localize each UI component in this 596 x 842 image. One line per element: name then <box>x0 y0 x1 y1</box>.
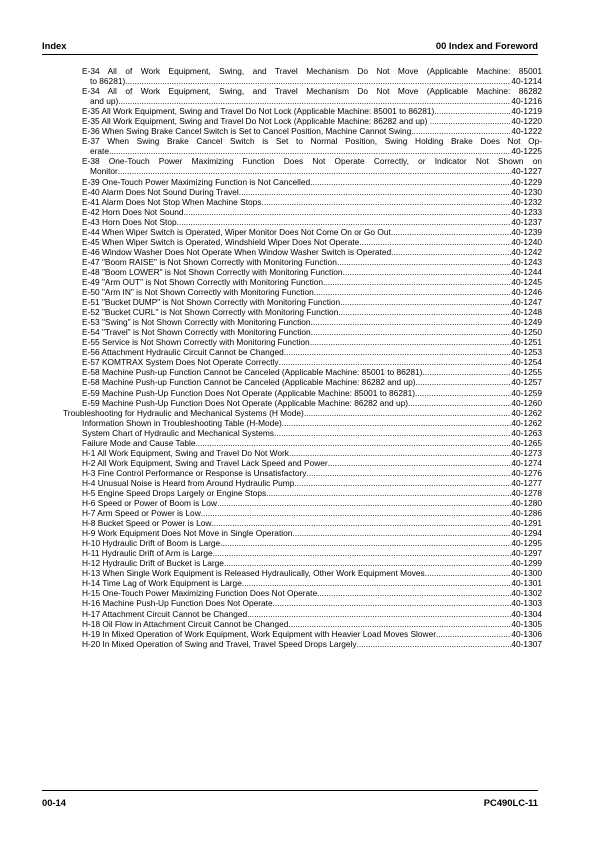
toc-entry-title: Monitor <box>90 166 118 177</box>
toc-entry-title: E-48 "Boom LOWER" is Not Shown Correctly with Monitoring Function <box>82 266 343 277</box>
dot-leader <box>416 377 512 387</box>
dot-leader <box>279 357 512 367</box>
toc-entry-line <box>82 307 542 317</box>
toc-entry-page-number: 40-1216 <box>511 96 542 107</box>
toc-entry[interactable] <box>63 428 542 438</box>
toc-entry-page-number: 40-1301 <box>511 578 542 589</box>
toc-entry-page-number: 40-1243 <box>511 256 542 267</box>
toc-entry-page-number: 40-1248 <box>511 307 542 318</box>
toc-entry[interactable] <box>63 619 542 629</box>
dot-leader <box>242 578 512 588</box>
toc-entry[interactable] <box>63 277 542 287</box>
toc-entry-title: H-16 Machine Push-Up Function Does Not Operate <box>82 598 273 609</box>
toc-entry[interactable] <box>63 126 542 136</box>
toc-entry-title: E-49 "Arm OUT" is Not Shown Correctly with Monitoring Function <box>82 276 324 287</box>
toc-entry-page-number: 40-1265 <box>511 437 542 448</box>
toc-entry-line <box>82 458 542 468</box>
toc-entry-line <box>82 518 542 528</box>
toc-entry-line <box>82 237 542 247</box>
dot-leader <box>304 408 512 418</box>
toc-entry-line <box>82 588 542 598</box>
toc-entry[interactable] <box>63 156 542 176</box>
toc-entry-page-number: 40-1273 <box>511 447 542 458</box>
dot-leader <box>118 96 511 106</box>
toc-entry-line <box>82 287 542 297</box>
toc-entry-line <box>82 277 542 287</box>
dot-leader <box>306 468 511 478</box>
toc-entry[interactable] <box>63 518 542 528</box>
toc-entry-line <box>82 629 542 639</box>
toc-entry[interactable] <box>63 317 542 327</box>
toc-entry-page-number: 40-1239 <box>511 226 542 237</box>
toc-entry-page-number: 40-1257 <box>511 377 542 388</box>
toc-entry-line <box>82 377 542 387</box>
toc-entry-title: E-36 When Swing Brake Cancel Switch is Set to Cancel Position, Machine Cannot Swing <box>82 126 412 137</box>
toc-entry-line <box>82 398 542 408</box>
dot-leader <box>292 528 511 538</box>
dot-leader <box>311 317 512 327</box>
toc-entry-line <box>82 418 542 428</box>
toc-entry[interactable] <box>63 217 542 227</box>
toc-entry[interactable] <box>63 247 542 257</box>
toc-entry-title: E-56 Attachment Hydraulic Circuit Cannot be Changed <box>82 347 284 358</box>
dot-leader <box>213 548 512 558</box>
toc-entry-line <box>82 76 542 86</box>
toc-entry-line <box>63 408 542 418</box>
toc-entry-line <box>82 357 542 367</box>
toc-entry-page-number: 40-1242 <box>511 246 542 257</box>
dot-leader <box>247 609 511 619</box>
dot-leader <box>359 237 511 247</box>
toc-entry[interactable] <box>63 207 542 217</box>
dot-leader <box>273 598 512 608</box>
toc-entry-page-number: 40-1306 <box>511 628 542 639</box>
toc-entry-page-number: 40-1274 <box>511 457 542 468</box>
toc-entry-page-number: 40-1260 <box>511 397 542 408</box>
toc-entry-page-number: 40-1294 <box>511 528 542 539</box>
toc-entry-line <box>82 558 542 568</box>
toc-entry-page-number: 40-1237 <box>511 216 542 227</box>
toc-entry-title: H-19 In Mixed Operation of Work Equipment, Work Equipment with Heavier Load Moves Slower <box>82 628 436 639</box>
footer-rule <box>42 790 538 791</box>
toc-entry[interactable] <box>63 267 542 277</box>
toc-entry-title: E-47 "Boom RAISE" is Not Shown Correctly with Monitoring Function <box>82 256 337 267</box>
toc-entry[interactable] <box>63 227 542 237</box>
toc-entry-line <box>82 578 542 588</box>
toc-entry-line <box>82 619 542 629</box>
dot-leader <box>294 478 511 488</box>
dot-leader <box>425 568 512 578</box>
dot-leader <box>338 307 511 317</box>
header-rule <box>42 54 538 55</box>
dot-leader <box>220 538 511 548</box>
toc-entry-line <box>82 367 542 377</box>
toc-entry-page-number: 40-1249 <box>511 317 542 328</box>
toc-entry-page-number: 40-1299 <box>511 558 542 569</box>
toc-entry-title: E-42 Horn Does Not Sound <box>82 206 184 217</box>
toc-entry-title: E-39 One-Touch Power Maximizing Function is Not Cancelled <box>82 176 311 187</box>
toc-entry[interactable] <box>63 347 542 357</box>
toc-entry-page-number: 40-1277 <box>511 477 542 488</box>
toc-entry-title: E-51 "Bucket DUMP" is Not Shown Correctly with Monitoring Function <box>82 297 341 308</box>
toc-entry-line <box>82 327 542 337</box>
toc-entry-line <box>82 428 542 438</box>
toc-entry-page-number: 40-1233 <box>511 206 542 217</box>
toc-entry-page-number: 40-1219 <box>511 106 542 117</box>
toc-entry-page-number: 40-1220 <box>511 116 542 127</box>
toc-entry[interactable] <box>63 66 542 86</box>
toc-entry-title: H-10 Hydraulic Drift of Boom is Large <box>82 538 221 549</box>
toc-entry-title: H-15 One-Touch Power Maximizing Function Does Not Operate <box>82 588 318 599</box>
toc-entry-title: E-53 "Swing" is Not Shown Correctly with Monitoring Function <box>82 317 311 328</box>
toc-entry-line <box>82 498 542 508</box>
toc-entry-page-number: 40-1240 <box>511 236 542 247</box>
toc-entry-line <box>82 639 542 649</box>
toc-entry[interactable] <box>63 377 542 387</box>
toc-entry-line <box>82 347 542 357</box>
toc-entry-title: System Chart of Hydraulic and Mechanical Systems <box>82 427 274 438</box>
toc-entry-title: H-12 Hydraulic Drift of Bucket is Large <box>82 558 224 569</box>
toc-entry[interactable] <box>63 187 542 197</box>
toc-entry[interactable] <box>63 548 542 558</box>
toc-entry-title: H-13 When Single Work Equipment is Released Hydraulically, Other Work Equipment Moves <box>82 568 425 579</box>
toc-entry[interactable] <box>63 629 542 639</box>
dot-leader <box>408 398 511 408</box>
toc-entry[interactable] <box>63 588 542 598</box>
toc-entry-line <box>82 297 542 307</box>
toc-entry-page-number: 40-1278 <box>511 487 542 498</box>
toc-entry[interactable] <box>63 568 542 578</box>
toc-entry[interactable] <box>63 398 542 408</box>
toc-entry-title: Troubleshooting for Hydraulic and Mechanical Systems (H Mode) <box>63 407 304 418</box>
toc-entry-title: H-4 Unusual Noise is Heard from Around Hydraulic Pump <box>82 477 295 488</box>
dot-leader <box>337 257 511 267</box>
toc-entry-line <box>82 317 542 327</box>
toc-entry[interactable] <box>63 468 542 478</box>
toc-entry-page-number: 40-1300 <box>511 568 542 579</box>
toc-entry[interactable] <box>63 448 542 458</box>
toc-entry[interactable] <box>63 237 542 247</box>
toc-entry[interactable] <box>63 388 542 398</box>
toc-entry-line <box>82 508 542 518</box>
toc-entry-title: E-43 Horn Does Not Stop <box>82 216 177 227</box>
toc-entry-title: E-45 When Wiper Switch is Operated, Windshield Wiper Does Not Operate <box>82 236 360 247</box>
page-header <box>42 37 538 51</box>
toc-entry-page-number: 40-1304 <box>511 608 542 619</box>
toc-entry-page-number: 40-1262 <box>511 407 542 418</box>
toc-entry-line <box>82 217 542 227</box>
toc-entry-page-number: 40-1303 <box>511 598 542 609</box>
dot-leader <box>118 166 512 176</box>
toc-entry-title: H-14 Time Lag of Work Equipment is Large <box>82 578 242 589</box>
toc-entry-page-number: 40-1222 <box>511 126 542 137</box>
dot-leader <box>211 518 511 528</box>
toc-entry-line <box>82 598 542 608</box>
toc-entry-title: Information Shown in Troubleshooting Table (H-Mode) <box>82 417 282 428</box>
toc-entry-page-number: 40-1225 <box>511 146 542 157</box>
toc-entry-title: E-59 Machine Push-Up Function Does Not Operate (Applicable Machine: 85001 to 86281) <box>82 387 416 398</box>
toc-entry-title: H-6 Speed or Power of Boom is Low <box>82 498 217 509</box>
toc-entry-line <box>82 388 542 398</box>
toc-entry-page-number: 40-1246 <box>511 287 542 298</box>
dot-leader <box>310 337 512 347</box>
dot-leader <box>436 629 511 639</box>
toc-entry-page-number: 40-1254 <box>511 357 542 368</box>
toc-entry-title: E-40 Alarm Does Not Sound During Travel <box>82 186 239 197</box>
dot-leader <box>284 347 512 357</box>
toc-entry-title: E-57 KOMTRAX System Does Not Operate Correctly <box>82 357 279 368</box>
toc-entry-line <box>82 96 542 106</box>
toc-entry[interactable] <box>63 86 542 106</box>
dot-leader <box>411 126 511 136</box>
dot-leader <box>288 619 511 629</box>
dot-leader <box>314 287 512 297</box>
toc-entry-page-number: 40-1280 <box>511 498 542 509</box>
toc-entry-line <box>82 257 542 267</box>
toc-entry[interactable] <box>63 297 542 307</box>
toc-entry-title: and up) <box>90 96 119 107</box>
header-section-title: Index <box>42 40 67 51</box>
toc-entry[interactable] <box>63 578 542 588</box>
dot-leader <box>177 217 512 227</box>
toc-entry-title: H-1 All Work Equipment, Swing and Travel Do Not Work <box>82 447 289 458</box>
toc-entry-page-number: 40-1253 <box>511 347 542 358</box>
dot-leader <box>109 146 511 156</box>
toc-entry-line <box>82 247 542 257</box>
dot-leader <box>317 588 511 598</box>
toc-entry-line <box>82 337 542 347</box>
toc-entry[interactable] <box>63 337 542 347</box>
dot-leader <box>261 197 511 207</box>
toc-entry-title: H-17 Attachment Circuit Cannot be Changed <box>82 608 248 619</box>
dot-leader <box>391 247 511 257</box>
toc-entry-title: E-58 Machine Push-up Function Cannot be Canceled (Applicable Machine: 85001 to 86281) <box>82 367 423 378</box>
dot-leader <box>328 458 512 468</box>
toc-entry[interactable] <box>63 598 542 608</box>
toc-entry-title-first-line: E-38 One-Touch Power Maximizing Function Does Not Operate Correctly, or Indicator Not Shown on <box>82 156 542 167</box>
toc-entry-line <box>82 116 542 126</box>
toc-entry-line <box>82 106 542 116</box>
dot-leader <box>340 297 511 307</box>
toc-entry-line <box>82 548 542 558</box>
dot-leader <box>184 207 512 217</box>
toc-entry[interactable] <box>63 197 542 207</box>
dot-leader <box>415 388 511 398</box>
dot-leader <box>311 327 512 337</box>
toc-entry-title: E-35 All Work Equipment, Swing and Travel Do Not Lock (Applicable Machine: 86282 and up) . <box>82 116 433 127</box>
toc-entry-title: E-59 Machine Push-Up Function Does Not Operate (Applicable Machine: 86282 and up) <box>82 397 409 408</box>
toc-entry-page-number: 40-1214 <box>511 76 542 87</box>
toc-entry[interactable] <box>63 478 542 488</box>
toc-entry-line <box>82 448 542 458</box>
toc-entry-line <box>82 528 542 538</box>
toc-entry-page-number: 40-1227 <box>511 166 542 177</box>
toc-entry-page-number: 40-1307 <box>511 638 542 649</box>
toc-entry-line <box>82 609 542 619</box>
toc-entry-page-number: 40-1244 <box>511 266 542 277</box>
toc-entry-line <box>82 468 542 478</box>
table-of-contents <box>63 66 542 649</box>
toc-entry-title: H-20 In Mixed Operation of Swing and Travel, Travel Speed Drops Largely <box>82 638 357 649</box>
toc-entry-line <box>82 187 542 197</box>
toc-entry-page-number: 40-1305 <box>511 618 542 629</box>
toc-entry[interactable] <box>63 498 542 508</box>
toc-entry-page-number: 40-1286 <box>511 508 542 519</box>
toc-entry-line <box>82 568 542 578</box>
toc-entry-title: H-3 Fine Control Performance or Response is Unsatisfactory <box>82 467 307 478</box>
toc-entry-title: E-50 "Arm IN" is Not Shown Correctly with Monitoring Function <box>82 287 314 298</box>
toc-entry-page-number: 40-1245 <box>511 276 542 287</box>
dot-leader <box>289 448 511 458</box>
toc-entry[interactable] <box>63 257 542 267</box>
toc-entry-line <box>82 197 542 207</box>
dot-leader <box>224 558 511 568</box>
toc-entry-page-number: 40-1247 <box>511 297 542 308</box>
toc-entry-title: E-58 Machine Push-up Function Cannot be Canceled (Applicable Machine: 86282 and up) <box>82 377 416 388</box>
toc-entry-title-first-line: E-34 All of Work Equipment, Swing, and Travel Mechanism Do Not Move (Applicable Machine: 86282 <box>82 86 542 97</box>
toc-entry-title: erate <box>90 146 110 157</box>
toc-entry-line <box>82 227 542 237</box>
toc-entry-page-number: 40-1262 <box>511 417 542 428</box>
toc-entry[interactable] <box>63 558 542 568</box>
toc-entry-page-number: 40-1251 <box>511 337 542 348</box>
toc-entry-line <box>82 478 542 488</box>
toc-entry-title: E-44 When Wiper Switch is Operated, Wiper Monitor Does Not Come On or Go Out <box>82 226 391 237</box>
dot-leader <box>357 639 512 649</box>
dot-leader <box>201 508 512 518</box>
header-chapter-title: 00 Index and Foreword <box>435 40 538 51</box>
dot-leader <box>310 177 511 187</box>
toc-entry-page-number: 40-1255 <box>511 367 542 378</box>
toc-entry[interactable] <box>63 508 542 518</box>
toc-entry-title: H-18 Oil Flow in Attachment Circuit Cannot be Changed <box>82 618 289 629</box>
toc-entry-line <box>82 538 542 548</box>
dot-leader <box>323 277 511 287</box>
toc-entry-line <box>82 126 542 136</box>
page-footer <box>42 797 538 808</box>
toc-entry[interactable] <box>63 287 542 297</box>
toc-entry-title-first-line: E-34 All of Work Equipment, Swing, and Travel Mechanism Do Not Move (Applicable Machine: 85001 <box>82 66 542 76</box>
toc-entry-page-number: 40-1302 <box>511 588 542 599</box>
toc-entry-line <box>82 488 542 498</box>
toc-entry-title: Failure Mode and Cause Table <box>82 437 196 448</box>
toc-entry-line <box>82 166 542 176</box>
dot-leader <box>239 187 512 197</box>
dot-leader <box>343 267 512 277</box>
dot-leader <box>266 488 511 498</box>
toc-entry-line <box>82 146 542 156</box>
toc-entry-title: H-5 Engine Speed Drops Largely or Engine Stops <box>82 487 267 498</box>
dot-leader <box>434 106 511 116</box>
toc-entry[interactable] <box>63 307 542 317</box>
dot-leader <box>217 498 511 508</box>
toc-entry-title: E-55 Service is Not Shown Correctly with Monitoring Function <box>82 337 310 348</box>
toc-entry[interactable] <box>63 458 542 468</box>
toc-entry[interactable] <box>63 528 542 538</box>
toc-entry[interactable] <box>63 609 542 619</box>
toc-entry[interactable] <box>63 357 542 367</box>
toc-entry[interactable] <box>63 136 542 156</box>
model-name: PC490LC-11 <box>483 797 538 808</box>
toc-entry[interactable] <box>63 438 542 448</box>
toc-entry[interactable] <box>63 418 542 428</box>
toc-entry[interactable] <box>63 106 542 116</box>
toc-entry-line <box>82 177 542 187</box>
toc-entry-title: E-54 "Travel" is Not Shown Correctly with Monitoring Function <box>82 327 311 338</box>
toc-entry-title: H-2 All Work Equipment, Swing and Travel Lack Speed and Power <box>82 457 328 468</box>
toc-entry-page-number: 40-1297 <box>511 548 542 559</box>
toc-entry-title: to 86281) <box>90 76 126 87</box>
toc-entry-title-first-line: E-37 When Swing Brake Cancel Switch is Set to Normal Position, Swing Holding Brake Does Not Op- <box>82 136 542 147</box>
dot-leader <box>274 428 511 438</box>
page-number: 00-14 <box>42 797 66 808</box>
toc-entry-line <box>82 207 542 217</box>
toc-entry-page-number: 40-1232 <box>511 196 542 207</box>
toc-entry-page-number: 40-1250 <box>511 327 542 338</box>
toc-entry-title: H-7 Arm Speed or Power is Low <box>82 508 201 519</box>
toc-entry-page-number: 40-1259 <box>511 387 542 398</box>
toc-entry[interactable] <box>63 177 542 187</box>
toc-entry[interactable] <box>63 538 542 548</box>
toc-entry-line <box>82 438 542 448</box>
toc-entry-title: H-8 Bucket Speed or Power is Low <box>82 518 212 529</box>
toc-entry-title: E-46 Window Washer Does Not Operate When Window Washer Switch is Operated <box>82 246 392 257</box>
toc-entry-page-number: 40-1295 <box>511 538 542 549</box>
toc-entry[interactable] <box>63 367 542 377</box>
toc-entry-title: E-35 All Work Equipment, Swing and Travel Do Not Lock (Applicable Machine: 85001 to 86281) <box>82 106 435 117</box>
dot-leader <box>282 418 512 428</box>
toc-entry-page-number: 40-1230 <box>511 186 542 197</box>
toc-entry[interactable] <box>63 408 542 418</box>
toc-entry-page-number: 40-1229 <box>511 176 542 187</box>
toc-entry[interactable] <box>63 327 542 337</box>
toc-entry-title: H-11 Hydraulic Drift of Arm is Large <box>82 548 213 559</box>
toc-entry-line <box>82 267 542 277</box>
toc-entry[interactable] <box>63 116 542 126</box>
dot-leader <box>391 227 512 237</box>
dot-leader <box>432 116 511 126</box>
toc-entry-title: E-52 "Bucket CURL" is Not Shown Correctly with Monitoring Function <box>82 307 339 318</box>
toc-entry-page-number: 40-1291 <box>511 518 542 529</box>
toc-entry[interactable] <box>63 639 542 649</box>
dot-leader <box>422 367 511 377</box>
dot-leader <box>195 438 511 448</box>
toc-entry-title: H-9 Work Equipment Does Not Move in Single Operation <box>82 528 293 539</box>
toc-entry-page-number: 40-1276 <box>511 467 542 478</box>
dot-leader <box>125 76 511 86</box>
toc-entry[interactable] <box>63 488 542 498</box>
toc-entry-title: E-41 Alarm Does Not Stop When Machine Stops <box>82 196 262 207</box>
toc-entry-page-number: 40-1263 <box>511 427 542 438</box>
